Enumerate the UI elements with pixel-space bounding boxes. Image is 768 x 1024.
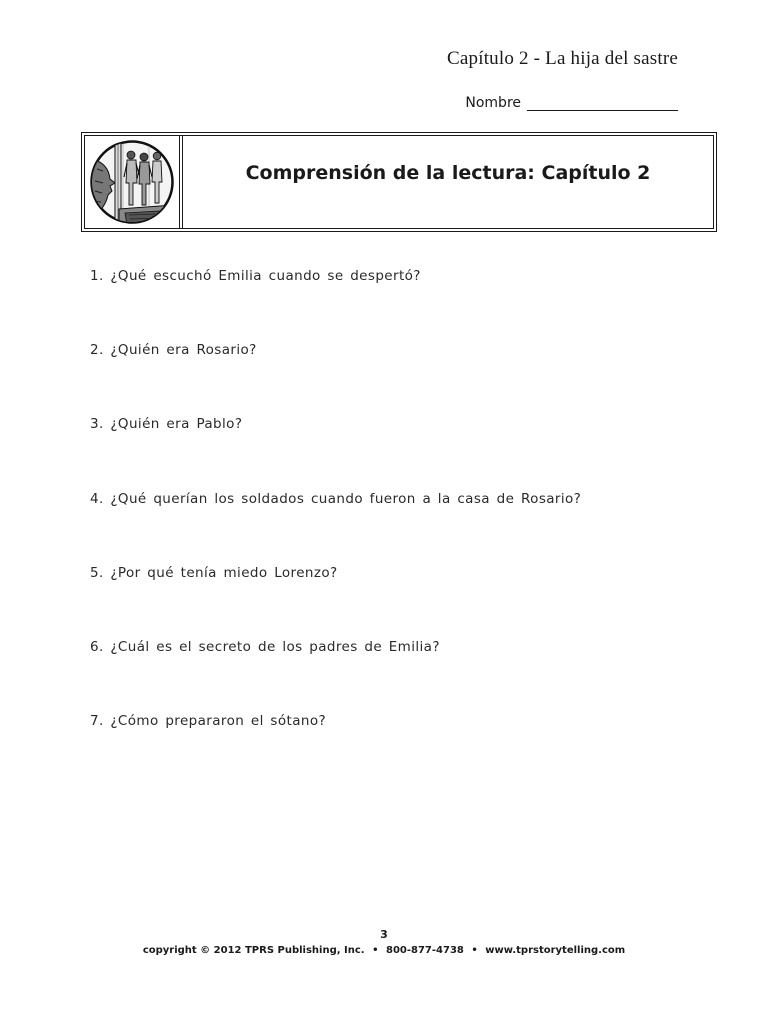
title-box (81, 132, 717, 232)
website-link[interactable]: www.tprstorytelling.com (485, 945, 626, 956)
chapter-illustration-cell (85, 136, 183, 228)
worksheet-title: Comprensión de la lectura: Capítulo 2 (245, 162, 651, 184)
question-item: 3. ¿Quién era Pablo? (90, 416, 243, 433)
copyright-line (0, 945, 768, 956)
page-number: 3 (380, 928, 388, 941)
name-blank-line[interactable] (527, 96, 678, 111)
question-item: 5. ¿Por qué tenía miedo Lorenzo? (90, 564, 338, 581)
bullet-separator: • (471, 945, 478, 956)
chapter-illustration-icon (89, 139, 175, 225)
phone-number: 800-877-4738 (385, 945, 464, 956)
chapter-title: Capítulo 2 - La hija del sastre (447, 48, 678, 69)
question-item: 2. ¿Quién era Rosario? (90, 342, 257, 359)
question-item: 1. ¿Qué escuchó Emilia cuando se despertó? (90, 268, 421, 284)
question-item: 7. ¿Cómo prepararon el sótano? (90, 713, 327, 730)
question-item: 4. ¿Qué querían los soldados cuando fueron a la casa de Rosario? (90, 490, 582, 507)
name-label: Nombre (465, 95, 521, 111)
copyright-text: copyright © 2012 TPRS Publishing, Inc. (142, 945, 365, 956)
name-field (465, 95, 678, 111)
question-item: 6. ¿Cuál es el secreto de los padres de Emilia? (90, 638, 440, 655)
title-cell (183, 136, 713, 228)
question-list (90, 268, 581, 787)
bullet-separator: • (372, 945, 379, 956)
